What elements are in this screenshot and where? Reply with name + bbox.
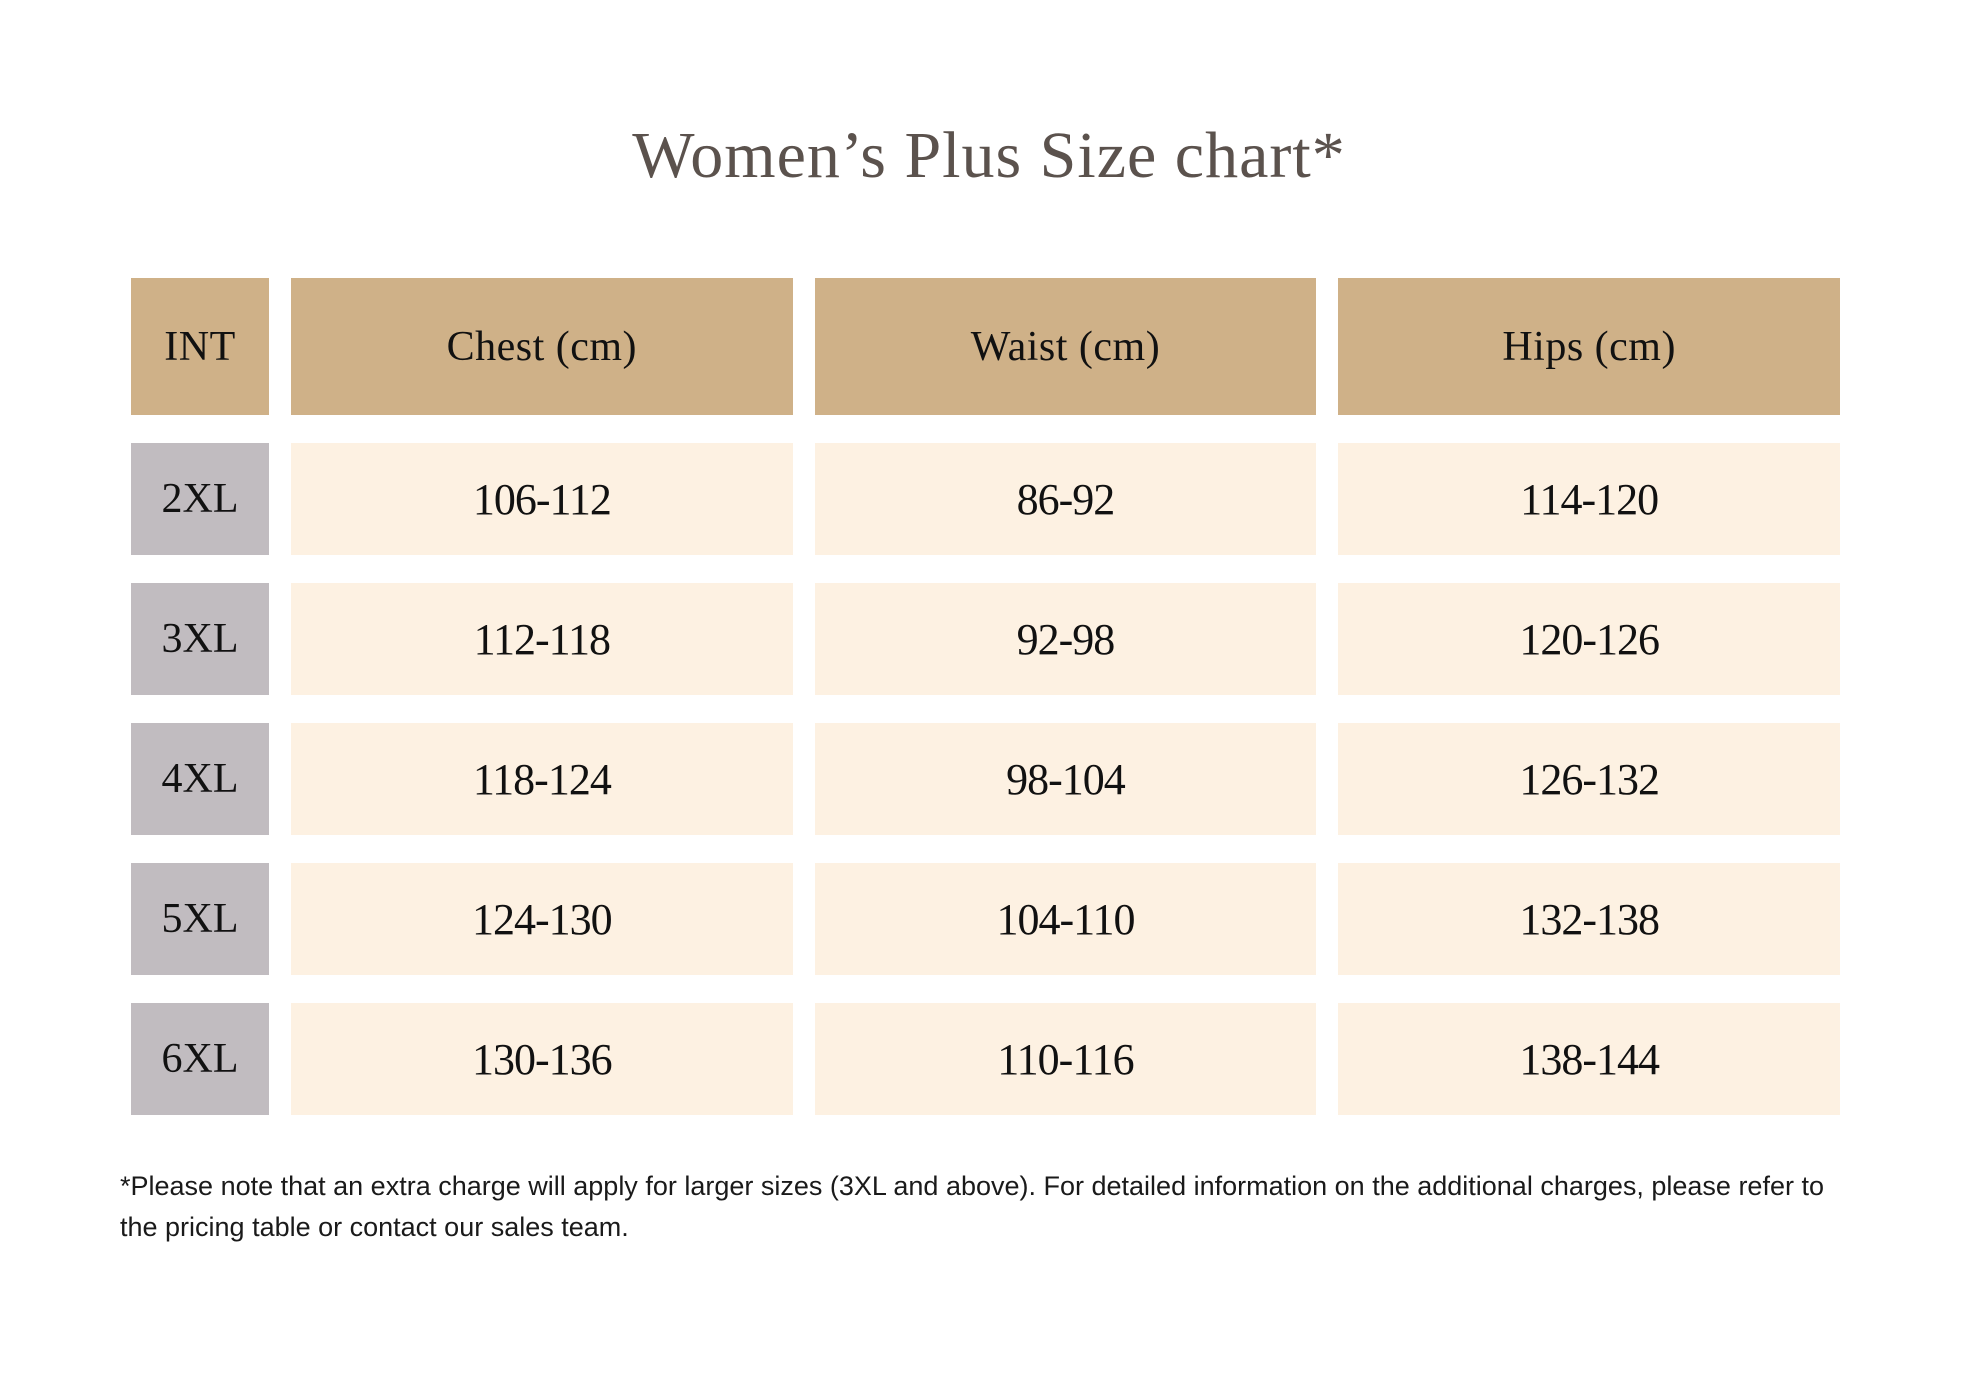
size-label: 3XL bbox=[131, 583, 269, 695]
hips-value: 120-126 bbox=[1338, 583, 1840, 695]
size-label: 2XL bbox=[131, 443, 269, 555]
table-row bbox=[131, 723, 1840, 835]
header-waist: Waist (cm) bbox=[815, 278, 1317, 415]
waist-value: 110-116 bbox=[815, 1003, 1317, 1115]
page-title: Women’s Plus Size chart* bbox=[632, 119, 1346, 192]
hips-value: 114-120 bbox=[1338, 443, 1840, 555]
chest-value: 106-112 bbox=[291, 443, 793, 555]
header-hips: Hips (cm) bbox=[1338, 278, 1840, 415]
table-row bbox=[131, 583, 1840, 695]
header-chest: Chest (cm) bbox=[291, 278, 793, 415]
table-row bbox=[131, 1003, 1840, 1115]
size-table bbox=[131, 278, 1840, 1143]
size-label: 6XL bbox=[131, 1003, 269, 1115]
chest-value: 124-130 bbox=[291, 863, 793, 975]
table-header-row bbox=[131, 278, 1840, 415]
hips-value: 138-144 bbox=[1338, 1003, 1840, 1115]
table-row bbox=[131, 443, 1840, 555]
header-int: INT bbox=[131, 278, 269, 415]
hips-value: 126-132 bbox=[1338, 723, 1840, 835]
chest-value: 118-124 bbox=[291, 723, 793, 835]
hips-value: 132-138 bbox=[1338, 863, 1840, 975]
waist-value: 86-92 bbox=[815, 443, 1317, 555]
waist-value: 104-110 bbox=[815, 863, 1317, 975]
waist-value: 92-98 bbox=[815, 583, 1317, 695]
chest-value: 112-118 bbox=[291, 583, 793, 695]
table-row bbox=[131, 863, 1840, 975]
footnote: *Please note that an extra charge will apply for larger sizes (3XL and above). For detailed information on the additional charges, please refer to the pricing table or contact our sales team. bbox=[120, 1171, 1824, 1242]
size-label: 5XL bbox=[131, 863, 269, 975]
chest-value: 130-136 bbox=[291, 1003, 793, 1115]
size-label: 4XL bbox=[131, 723, 269, 835]
waist-value: 98-104 bbox=[815, 723, 1317, 835]
